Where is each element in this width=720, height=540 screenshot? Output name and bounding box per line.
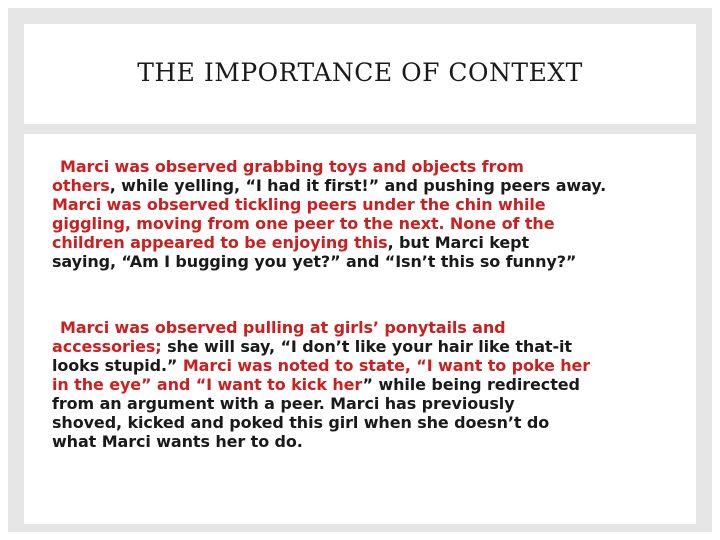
p2-line-4a: in the eye” and “I want to kick her — [52, 375, 363, 394]
title-box — [24, 24, 696, 124]
p1-line-3: Marci was observed tickling peers under the chin while — [52, 195, 546, 214]
p2-line-2b: she will say, “I don’t like your hair like that-it — [161, 337, 572, 356]
p2-line-1: Marci was observed pulling at girls’ ponytails and — [60, 318, 506, 337]
p1-line-2a: others — [52, 176, 110, 195]
p2-line-3a: looks stupid.” — [52, 356, 183, 375]
p2-line-5: from an argument with a peer. Marci has previously — [52, 394, 515, 413]
p1-line-6: saying, “Am I bugging you yet?” and “Isn’t this so funny?” — [52, 252, 577, 271]
p2-line-6: shoved, kicked and poked this girl when she doesn’t do — [52, 413, 550, 432]
p1-line-5a: children appeared to be enjoying this — [52, 233, 388, 252]
paragraph-first — [52, 157, 692, 271]
p2-line-4b: ” while being redirected — [362, 375, 580, 394]
paragraph-second — [52, 318, 692, 451]
p2-line-7: what Marci wants her to do. — [52, 432, 303, 451]
p1-line-5b: , but Marci kept — [387, 233, 530, 252]
p2-line-2a: accessories; — [52, 337, 162, 356]
p2-line-3b: Marci was noted to state, “I want to poke her — [182, 356, 591, 375]
p1-line-4: giggling, moving from one peer to the next. None of the — [52, 214, 555, 233]
p1-line-1: Marci was observed grabbing toys and objects from — [60, 157, 524, 176]
p1-line-2b: , while yelling, “I had it first!” and pushing peers away. — [109, 176, 607, 195]
slide-title: THE IMPORTANCE OF CONTEXT — [137, 58, 583, 87]
